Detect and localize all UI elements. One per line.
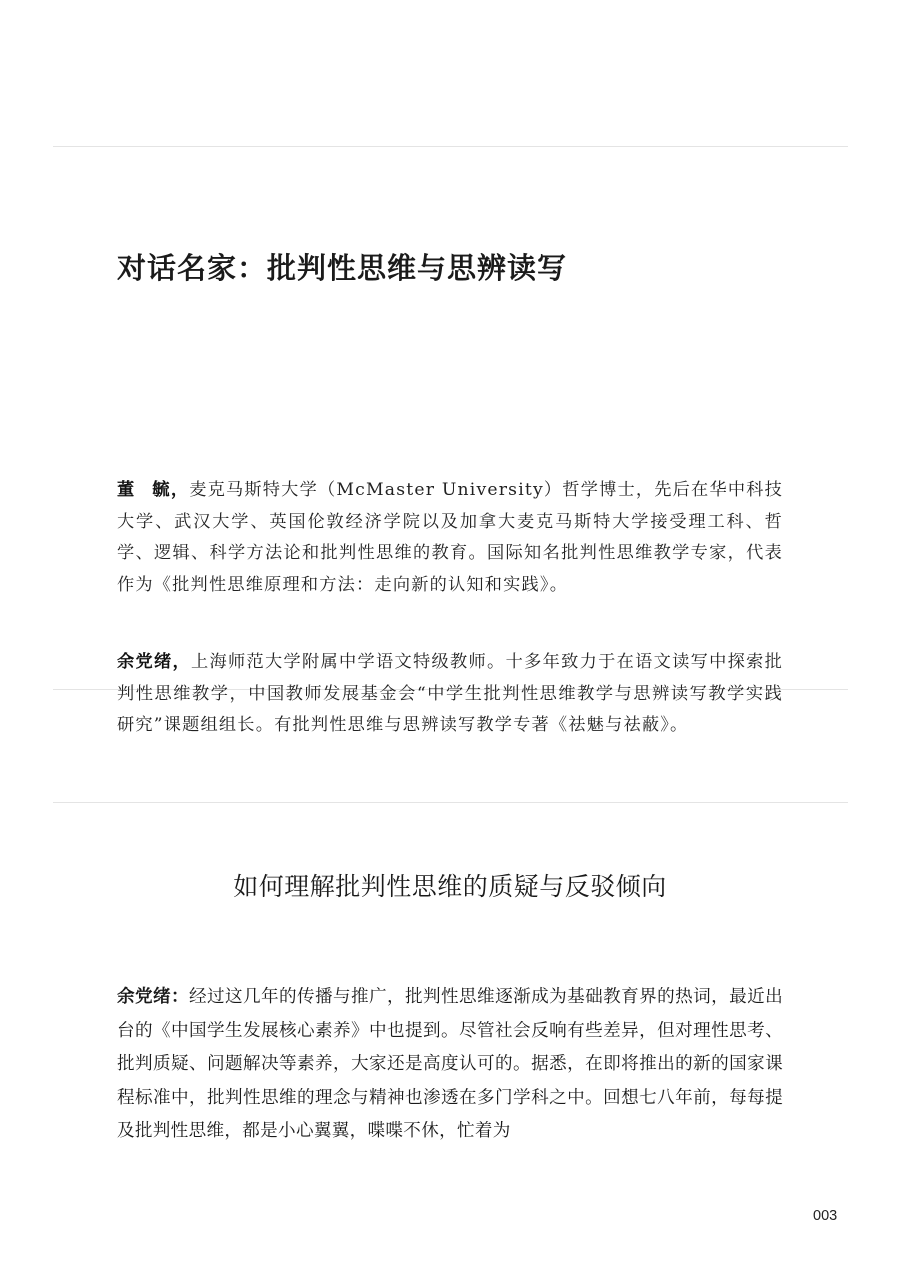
- author-bio-text: 麦克马斯特大学（McMaster University）哲学博士，先后在华中科技大学、武汉大学、英国伦敦经济学院以及加拿大麦克马斯特大学接受理工科、哲学、逻辑、科学方法论和批判性思维的教育。国际知名批判性思维教学专家，代表作为《批判性思维原理和方法：走向新的认知和实践》。: [117, 480, 784, 595]
- author-name: 董 毓，: [117, 480, 190, 500]
- author-name: 余党绪，: [117, 652, 192, 672]
- lower-divider: [53, 802, 848, 803]
- article-title: 对话名家：批判性思维与思辨读写: [117, 251, 568, 285]
- author-bio-text: 上海师范大学附属中学语文特级教师。十多年致力于在语文读写中探索批判性思维教学，中国教师发展基金会“中学生批判性思维教学与思辨读写教学实践研究”课题组组长。有批判性思维与思辨读写教学专著《祛魅与祛蔽》。: [117, 652, 783, 735]
- author-bio-dong: [117, 475, 783, 601]
- dialogue-paragraph: [117, 980, 783, 1160]
- author-bio-yu: [117, 647, 783, 742]
- top-divider: [53, 146, 848, 147]
- section-heading: 如何理解批判性思维的质疑与反驳倾向: [233, 872, 667, 901]
- page-number: 003: [813, 1208, 838, 1224]
- speaker-name: 余党绪：: [117, 986, 190, 1007]
- dialogue-text: 经过这几年的传播与推广，批判性思维逐渐成为基础教育界的热词，最近出台的《中国学生发展核心素养》中也提到。尽管社会反响有些差异，但对理性思考、批判质疑、问题解决等素养，大家还是高度认可的。据悉，在即将推出的新的国家课程标准中，批判性思维的理念与精神也渗透在多门学科之中。回想七八年前，每每提及批判性思维，都是小心翼翼，喋喋不休，忙着为: [117, 987, 783, 1141]
